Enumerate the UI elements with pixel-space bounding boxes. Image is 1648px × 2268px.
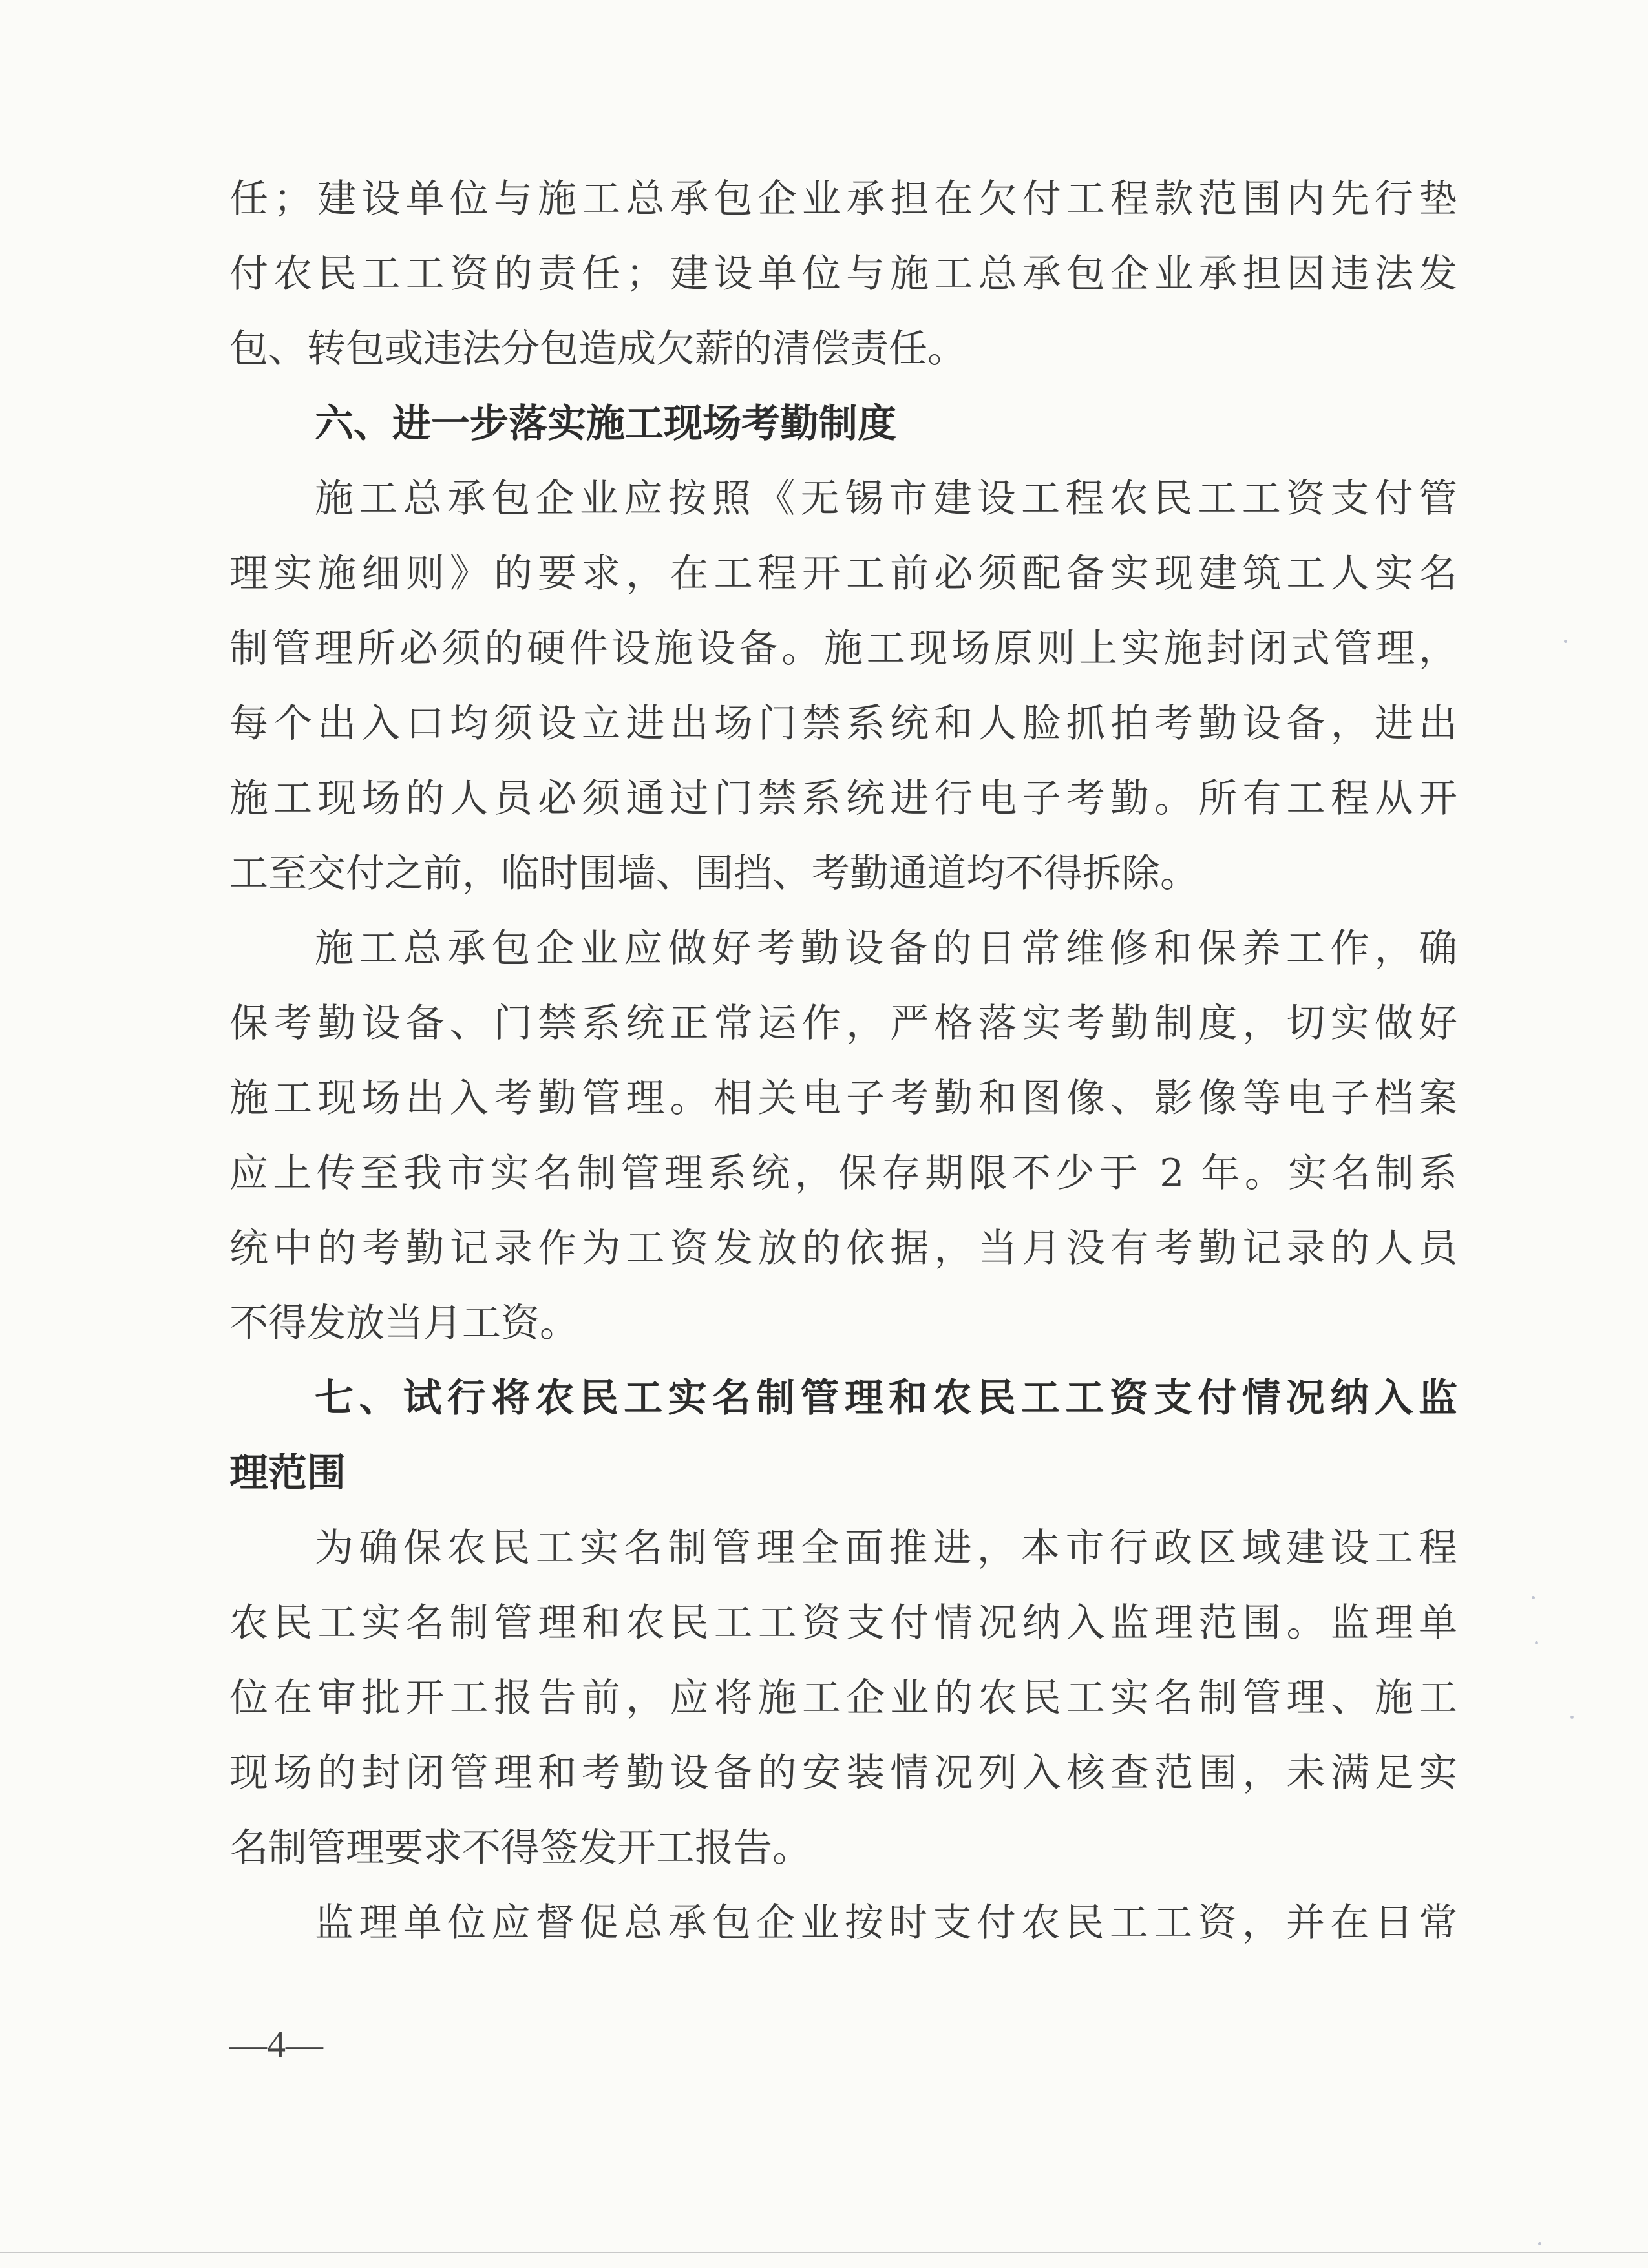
text-line: 不得发放当月工资。 <box>229 1301 578 1346</box>
page-number: —4— <box>229 2023 323 2065</box>
scan-edge-line <box>0 2252 1648 2253</box>
scan-artifact <box>1538 2242 1541 2245</box>
text-line: 现场的封闭管理和考勤设备的安装情况列入核查范围，未满足实 <box>229 1750 1457 1796</box>
scan-artifact <box>1535 1641 1538 1644</box>
text-line: 统中的考勤记录作为工资发放的依据，当月没有考勤记录的人员 <box>229 1226 1457 1271</box>
text-line: 工至交付之前，临时围墙、围挡、考勤通道均不得拆除。 <box>229 851 1199 896</box>
text-line: 施工总承包企业应做好考勤设备的日常维修和保养工作，确 <box>315 926 1457 971</box>
text-line: 位在审批开工报告前，应将施工企业的农民工实名制管理、施工 <box>229 1675 1457 1721</box>
section-heading-7: 七、试行将农民工实名制管理和农民工工资支付情况纳入监 <box>315 1376 1457 1421</box>
text-line: 施工现场的人员必须通过门禁系统进行电子考勤。所有工程从开 <box>229 776 1457 821</box>
text-line: 制管理所必须的硬件设施设备。施工现场原则上实施封闭式管理， <box>229 626 1457 671</box>
text-line: 保考勤设备、门禁系统正常运作，严格落实考勤制度，切实做好 <box>229 1001 1457 1046</box>
document-body <box>229 162 1457 1960</box>
text-line: 监理单位应督促总承包企业按时支付农民工工资，并在日常 <box>315 1900 1457 1946</box>
text-line: 付农民工工资的责任；建设单位与施工总承包企业承担因违法发 <box>229 251 1457 297</box>
section-heading-7-continued: 理范围 <box>229 1451 346 1496</box>
text-line: 包、转包或违法分包造成欠薪的清偿责任。 <box>229 326 966 372</box>
scan-artifact <box>1570 1716 1574 1719</box>
text-line: 农民工实名制管理和农民工工资支付情况纳入监理范围。监理单 <box>229 1601 1457 1646</box>
text-line: 名制管理要求不得签发开工报告。 <box>229 1825 811 1871</box>
text-line: 应上传至我市实名制管理系统，保存期限不少于 2 年。实名制系 <box>229 1151 1457 1196</box>
section-heading-6: 六、进一步落实施工现场考勤制度 <box>315 401 896 446</box>
scan-artifact <box>1532 1596 1535 1599</box>
text-line: 理实施细则》的要求，在工程开工前必须配备实现建筑工人实名 <box>229 551 1457 596</box>
text-line: 施工总承包企业应按照《无锡市建设工程农民工工资支付管 <box>315 476 1457 521</box>
scan-artifact <box>1564 640 1567 643</box>
text-line: 施工现场出入考勤管理。相关电子考勤和图像、影像等电子档案 <box>229 1076 1457 1121</box>
text-line: 每个出入口均须设立进出场门禁系统和人脸抓拍考勤设备，进出 <box>229 701 1457 746</box>
text-line: 为确保农民工实名制管理全面推进，本市行政区域建设工程 <box>315 1526 1457 1571</box>
text-line: 任；建设单位与施工总承包企业承担在欠付工程款范围内先行垫 <box>229 176 1457 222</box>
